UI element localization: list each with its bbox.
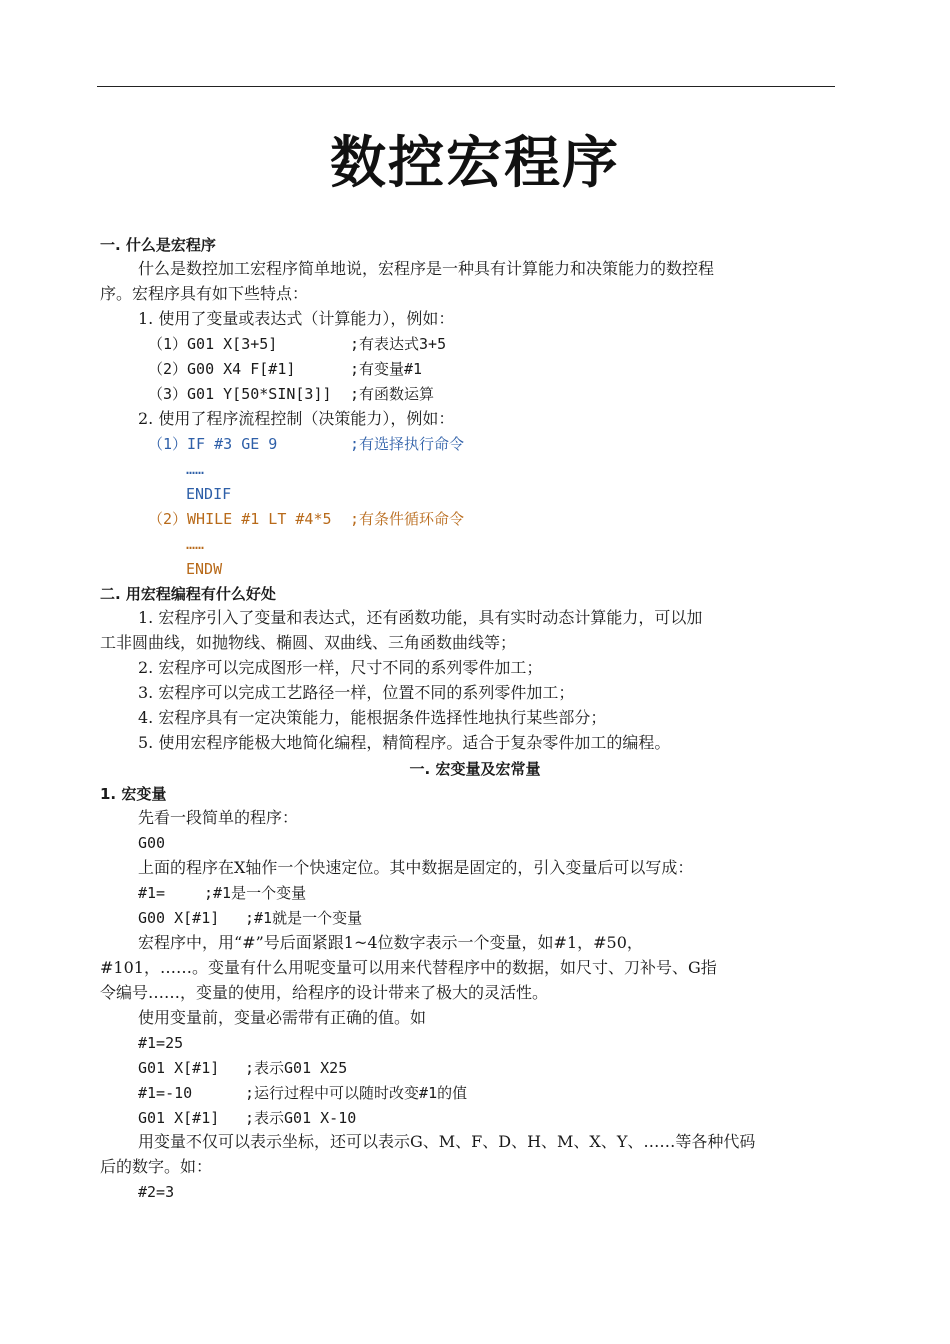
benefit-item5: 5. 使用宏程序能极大地简化编程，精简程序。适合于复杂零件加工的编程。: [138, 733, 671, 752]
text-line: 令编号……，变量的使用，给程序的设计带来了极大的灵活性。: [100, 983, 549, 1002]
code-line: #1=: [138, 884, 166, 902]
text-line: 先看一段简单的程序：: [138, 808, 299, 827]
intro-point2: 2. 使用了程序流程控制（决策能力），例如：: [138, 409, 455, 428]
example1-comment-1: ;有表达式3+5: [350, 335, 447, 353]
example2-while-dots: ……: [186, 535, 205, 553]
code-line: G00: [138, 834, 166, 852]
code-comment: ;#1就是一个变量: [245, 909, 363, 927]
text-line: 使用变量前，变量必需带有正确的值。如: [138, 1008, 427, 1027]
text-line: 用变量不仅可以表示坐标，还可以表示G、M、F、D、H、M、X、Y、……等各种代码: [138, 1132, 756, 1151]
intro-paragraph-line2: 序。宏程序具有如下些特点：: [100, 284, 309, 303]
example1-code-1: （1）G01 X[3+5]: [148, 335, 278, 353]
code-line: G00 X[#1]: [138, 909, 220, 927]
example2-if-comment: ;有选择执行命令: [350, 435, 465, 453]
example2-while-end: ENDW: [186, 560, 223, 578]
code-comment: ;运行过程中可以随时改变#1的值: [245, 1084, 468, 1102]
section-heading-benefits: 二. 用宏程编程有什么好处: [100, 585, 276, 603]
text-line: #101，……。变量有什么用呢变量可以用来代替程序中的数据，如尺寸、刀补号、G指: [100, 958, 717, 977]
benefit-item4: 4. 宏程序具有一定决策能力，能根据条件选择性地执行某些部分；: [138, 708, 607, 727]
code-comment: ;表示G01 X-10: [245, 1109, 357, 1127]
example2-if-end: ENDIF: [186, 485, 232, 503]
example1-code-3: （3）G01 Y[50*SIN[3]]: [148, 385, 332, 403]
code-line: #1=-10: [138, 1084, 193, 1102]
text-line: 宏程序中，用“#”号后面紧跟1~4位数字表示一个变量，如#1，#50，: [138, 933, 643, 952]
text-line: 后的数字。如：: [100, 1157, 213, 1176]
benefit-item1-line2: 工非圆曲线，如抛物线、椭圆、双曲线、三角函数曲线等；: [100, 633, 517, 652]
section-heading-intro: 一. 什么是宏程序: [100, 236, 216, 254]
code-comment: ;#1是一个变量: [204, 884, 307, 902]
example2-if-dots: ……: [186, 460, 205, 478]
header-rule: [97, 86, 835, 87]
code-line: #2=3: [138, 1183, 175, 1201]
benefit-item3: 3. 宏程序可以完成工艺路径一样，位置不同的系列零件加工；: [138, 683, 575, 702]
example1-code-2: （2）G00 X4 F[#1]: [148, 360, 296, 378]
intro-paragraph-line1: 什么是数控加工宏程序简单地说，宏程序是一种具有计算能力和决策能力的数控程: [138, 259, 715, 278]
code-line: G01 X[#1]: [138, 1059, 220, 1077]
sub-heading-macro-variable: 1. 宏变量: [100, 785, 167, 803]
code-comment: ;表示G01 X25: [245, 1059, 348, 1077]
example1-comment-3: ;有函数运算: [350, 385, 435, 403]
benefit-item2: 2. 宏程序可以完成图形一样，尺寸不同的系列零件加工；: [138, 658, 543, 677]
example1-comment-2: ;有变量#1: [350, 360, 423, 378]
benefit-item1-line1: 1. 宏程序引入了变量和表达式，还有函数功能，具有实时动态计算能力，可以加: [138, 608, 703, 627]
intro-point1: 1. 使用了变量或表达式（计算能力），例如：: [138, 309, 455, 328]
example2-while-code: （2）WHILE #1 LT #4*5: [148, 510, 332, 528]
example2-while-comment: ;有条件循环命令: [350, 510, 465, 528]
code-line: G01 X[#1]: [138, 1109, 220, 1127]
example2-if-code: （1）IF #3 GE 9: [148, 435, 278, 453]
text-line: 上面的程序在X轴作一个快速定位。其中数据是固定的，引入变量后可以写成：: [138, 858, 694, 877]
code-line: #1=25: [138, 1034, 184, 1052]
center-heading: 一. 宏变量及宏常量: [409, 760, 541, 778]
page-title: 数控宏程序: [330, 131, 620, 196]
